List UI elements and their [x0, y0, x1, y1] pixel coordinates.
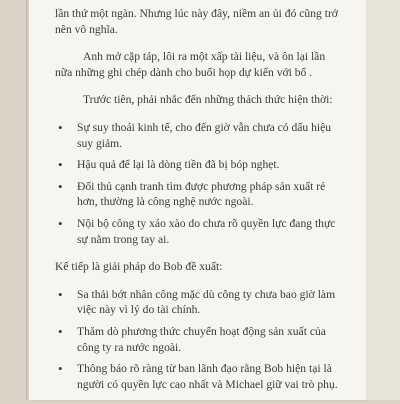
list-item: • Thăm dò phương thức chuyển hoạt động sản xuất của công ty ra nước ngoài.: [58, 323, 326, 354]
paragraph-top: lần thứ một ngàn. Nhưng lúc này đây, niềm an ủi đó cũng trở nên vô nghĩa.: [55, 7, 338, 36]
solutions-list: [55, 287, 345, 393]
bullet-icon: •: [58, 215, 63, 231]
list-item: • Sự suy thoái kinh tế, cho đến giờ vẫn chưa có dấu hiệu suy giảm.: [58, 119, 332, 150]
bullet-icon: •: [58, 178, 63, 194]
bullet-icon: •: [58, 323, 63, 339]
bullet-icon: •: [58, 361, 63, 377]
list-item: • Hậu quả để lại là dòng tiền đã bị bóp nghẹt.: [58, 157, 280, 173]
page-text: [55, 6, 345, 404]
bullet-icon: •: [58, 157, 63, 173]
list-item: • Thông báo rõ ràng từ ban lãnh đạo rằng Bob hiện tại là người có quyền lực cao nhất và Michael giữ vai trò phụ.: [58, 361, 338, 391]
paragraph-briefcase: Anh mở cặp táp, lôi ra một xấp tài liệu, và ôn lại lần nữa những ghi chép dành cho buổi họp dự kiến với bố .: [55, 50, 326, 79]
list-item: • Nội bộ công ty xáo xào do chưa rõ quyền lực đang thực sự nằm trong tay ai.: [58, 215, 336, 246]
page-edge: [366, 0, 400, 400]
paragraph-challenges-intro: Trước tiên, phải nhắc đến những thách thức hiện thời:: [83, 93, 333, 107]
bullet-icon: •: [58, 119, 63, 135]
bullet-icon: •: [58, 286, 63, 302]
paragraph-solutions-intro: Kế tiếp là giải pháp do Bob đề xuất:: [55, 260, 223, 274]
list-item: • Sa thải bớt nhân công mặc dù công ty chưa bao giờ làm việc này vì lý do tài chính.: [58, 286, 336, 317]
challenges-list: [55, 120, 345, 247]
list-item: • Đối thủ cạnh tranh tìm được phương pháp sản xuất rẻ hơn, thường là công nghệ nước ngoài.: [58, 178, 326, 209]
